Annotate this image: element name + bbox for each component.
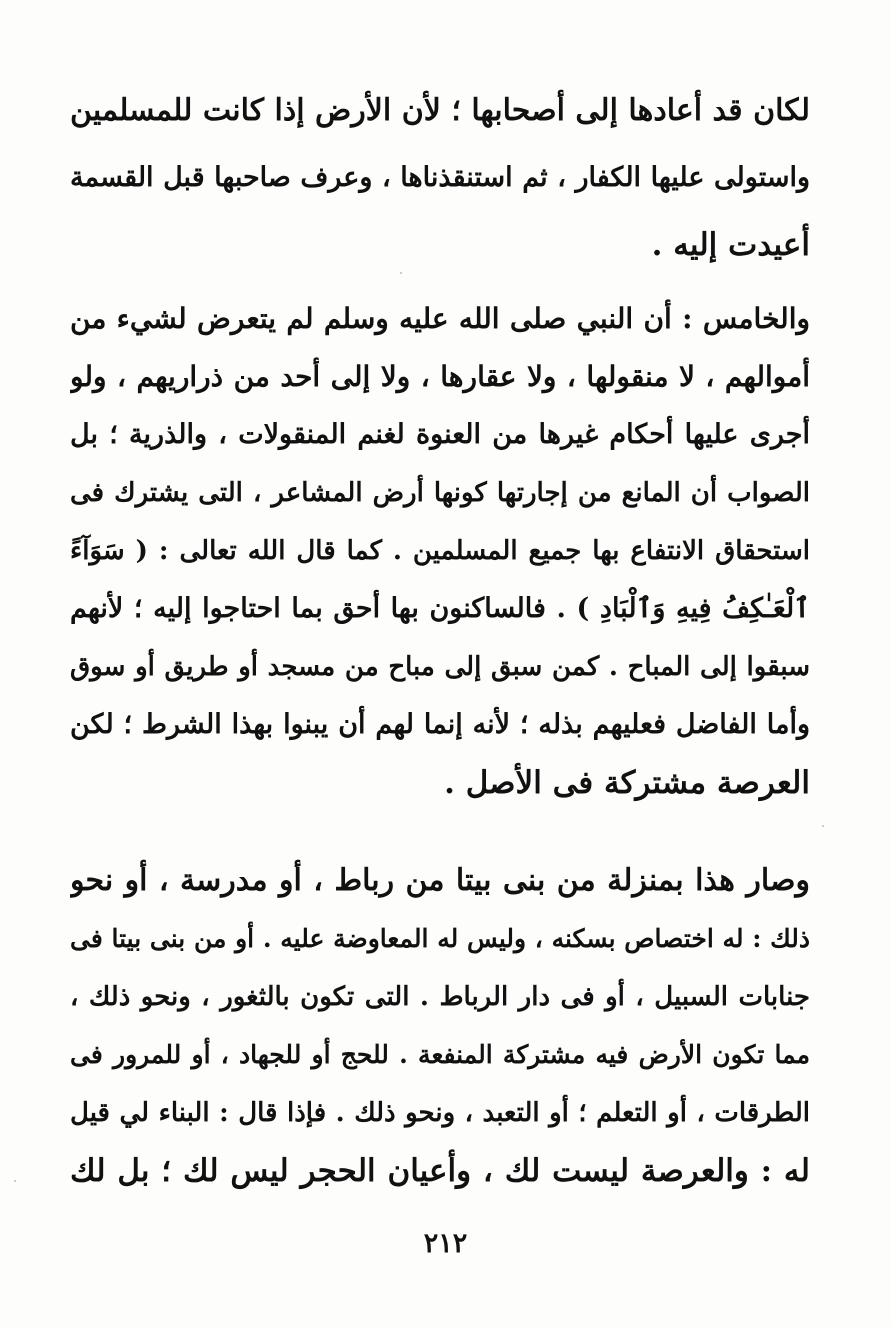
text-line: جنابات السبيل ، أو فى دار الرباط . التى تكون بالثغور ، ونحو ذلك ، xyxy=(70,982,810,1012)
text-line: له : والعرصة ليست لك ، وأعيان الحجر ليس لك ؛ بل لك xyxy=(70,1153,810,1189)
text-line: وأما الفاضل فعليهم بذله ؛ لأنه إنما لهم أن يبنوا بهذا الشرط ؛ لكن xyxy=(70,709,810,740)
scan-speck xyxy=(822,825,824,827)
text-line: الطرقات ، أو التعلم ؛ أو التعبد ، ونحو ذلك . فإذا قال : البناء لي قيل xyxy=(70,1098,810,1128)
text-line: واستولى عليها الكفار ، ثم استنقذناها ، وعرف صاحبها قبل القسمة xyxy=(70,162,810,193)
text-line: أعيدت إليه . xyxy=(651,227,810,263)
text-line: أموالهم ، لا منقولها ، ولا عقارها ، ولا إلى أحد من ذراريهم ، ولو xyxy=(70,360,810,393)
text-line: سبقوا إلى المباح . كمن سبق إلى مباح من مسجد أو طريق أو سوق xyxy=(70,652,810,682)
text-line: لكان قد أعادها إلى أصحابها ؛ لأن الأرض إذا كانت للمسلمين xyxy=(70,93,810,128)
text-line: العرصة مشتركة فى الأصل . xyxy=(444,765,810,801)
text-line: الصواب أن المانع من إجارتها كونها أرض المشاعر ، التى يشترك فى xyxy=(70,478,810,508)
text-line: استحقاق الانتفاع بها جميع المسلمين . كما قال الله تعالى : ( سَوَآءً xyxy=(70,536,810,566)
scan-speck xyxy=(14,1180,16,1182)
page-number: ٢١٢ xyxy=(423,1228,468,1259)
text-line: مما تكون الأرض فيه مشتركة المنفعة . للحج أو للجهاد ، أو للمرور فى xyxy=(70,1040,810,1069)
scan-speck xyxy=(400,272,402,274)
text-line: والخامس : أن النبي صلى الله عليه وسلم لم يتعرض لشيء من xyxy=(70,302,810,335)
text-line: أجرى عليها أحكام غيرها من العنوة لغنم المنقولات ، والذرية ؛ بل xyxy=(70,419,810,450)
text-line: ذلك : له اختصاص بسكنه ، وليس له المعاوضة عليه . أو من بنى بيتا فى xyxy=(70,924,810,953)
text-line: ٱلْعَـٰكِفُ فِيهِ وَٱلْبَادِ ) . فالساكنون بها أحق بما احتاجوا إليه ؛ لأنهم xyxy=(70,593,810,624)
text-line: وصار هذا بمنزلة من بنى بيتا من رباط ، أو مدرسة ، أو نحو xyxy=(70,863,810,898)
